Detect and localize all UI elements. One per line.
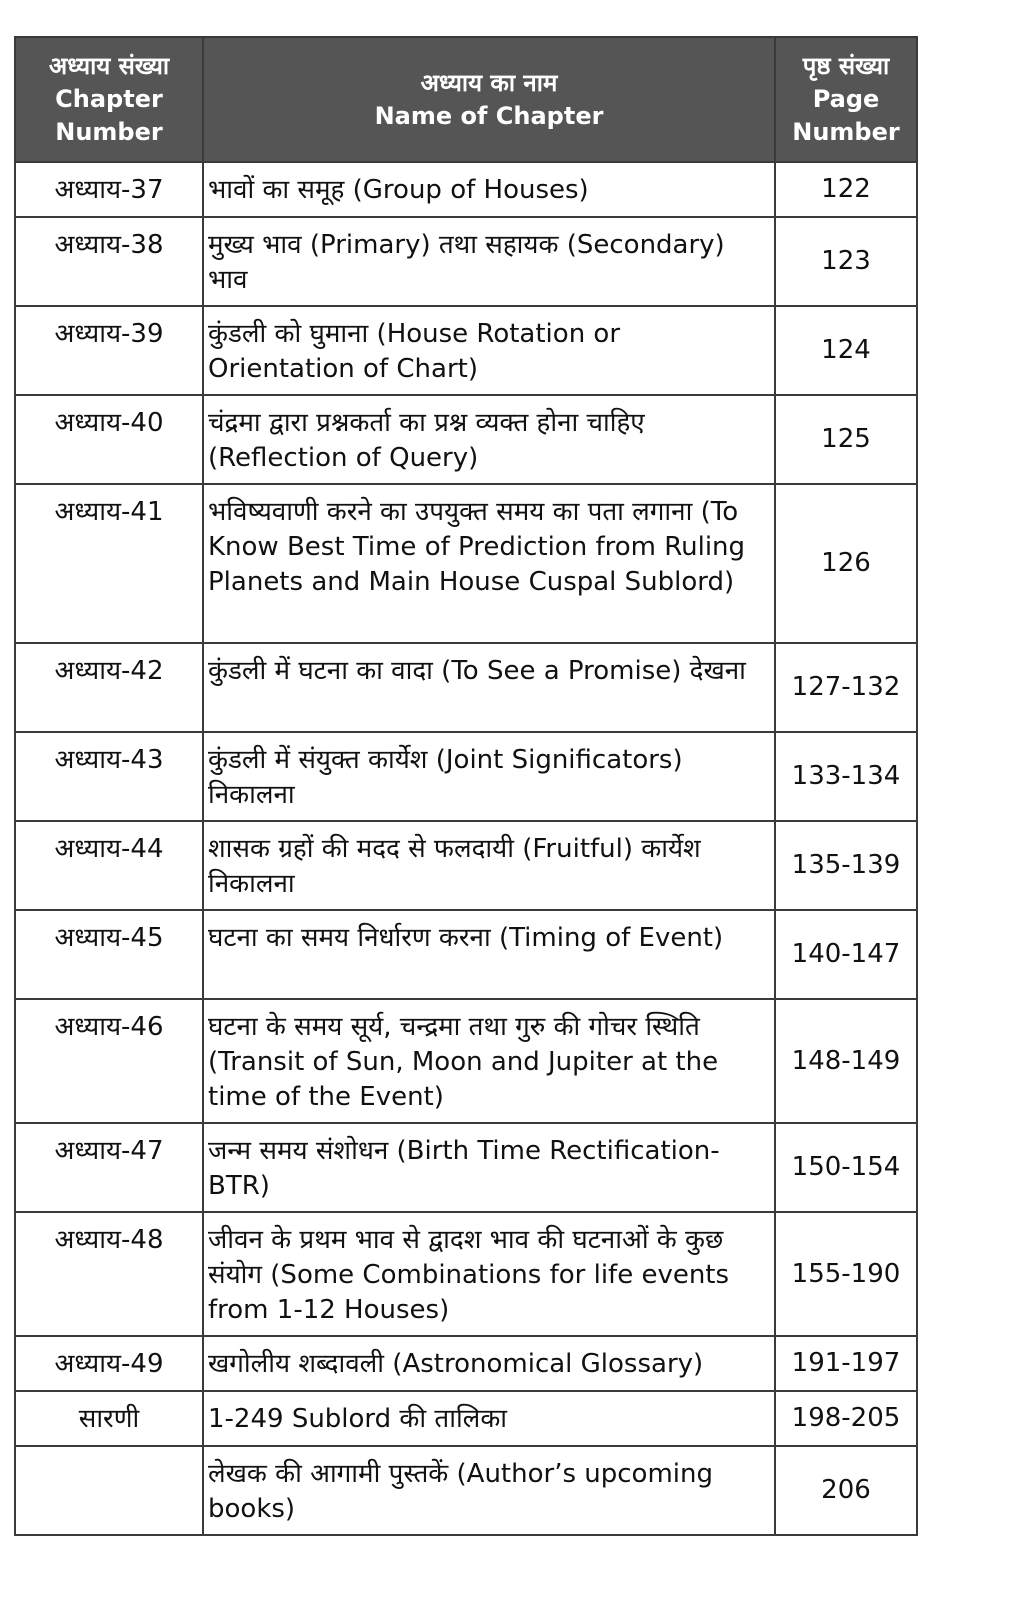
chapter-name-cell: घटना का समय निर्धारण करना (Timing of Event) [203,910,775,999]
chapter-number-cell: अध्याय-41 [15,484,203,643]
table-row [15,910,917,999]
chapter-name-cell: मुख्य भाव (Primary) तथा सहायक (Secondary) भाव [203,217,775,306]
page-number-cell: 148-149 [775,999,917,1123]
table-row [15,217,917,306]
chapter-name-header-english: Name of Chapter [374,101,604,130]
table-row [15,643,917,732]
chapter-number-cell: अध्याय-49 [15,1336,203,1391]
chapter-number-cell: अध्याय-45 [15,910,203,999]
chapter-name-cell: कुंडली को घुमाना (House Rotation or Orientation of Chart) [203,306,775,395]
page-number-header-english-1: Page [812,85,880,113]
chapter-name-cell: कुंडली में संयुक्त कार्येश (Joint Significators) निकालना [203,732,775,821]
table-row [15,162,917,217]
page-number-header-english-2: Number [792,118,900,146]
chapter-number-cell: सारणी [15,1391,203,1446]
table-row [15,1391,917,1446]
chapter-number-cell: अध्याय-48 [15,1212,203,1336]
chapter-number-cell: अध्याय-39 [15,306,203,395]
page-number-cell: 126 [775,484,917,643]
page-number-cell: 155-190 [775,1212,917,1336]
page-number-cell: 140-147 [775,910,917,999]
chapter-number-cell: अध्याय-46 [15,999,203,1123]
chapter-name-cell: जन्म समय संशोधन (Birth Time Rectification-BTR) [203,1123,775,1212]
table-row [15,1446,917,1535]
chapter-number-cell: अध्याय-44 [15,821,203,910]
page-number-cell: 125 [775,395,917,484]
page-number-header-hindi: पृष्ठ संख्या [802,52,890,80]
header-row [15,37,917,162]
chapter-name-cell: घटना के समय सूर्य, चन्द्रमा तथा गुरु की गोचर स्थिति (Transit of Sun, Moon and Jupiter at the time of the Event) [203,999,775,1123]
table-row [15,395,917,484]
chapter-number-cell [15,1446,203,1535]
chapter-name-cell: शासक ग्रहों की मदद से फलदायी (Fruitful) कार्येश निकालना [203,821,775,910]
page-number-cell: 122 [775,162,917,217]
page-number-cell: 135-139 [775,821,917,910]
chapter-name-cell: लेखक की आगामी पुस्तकें (Author’s upcoming books) [203,1446,775,1535]
chapter-name-cell: चंद्रमा द्वारा प्रश्नकर्ता का प्रश्न व्यक्त होना चाहिए (Reflection of Query) [203,395,775,484]
chapter-number-cell: अध्याय-47 [15,1123,203,1212]
page-number-cell: 198-205 [775,1391,917,1446]
page-number-cell: 127-132 [775,643,917,732]
chapter-number-cell: अध्याय-43 [15,732,203,821]
page-number-header [775,37,917,162]
page-number-cell: 150-154 [775,1123,917,1212]
table-row [15,484,917,643]
chapter-number-header-english-1: Chapter [55,85,163,113]
page-number-cell: 191-197 [775,1336,917,1391]
table-row [15,1123,917,1212]
chapter-name-cell: जीवन के प्रथम भाव से द्वादश भाव की घटनाओं के कुछ संयोग (Some Combinations for life events from 1-12 Houses) [203,1212,775,1336]
chapter-number-cell: अध्याय-40 [15,395,203,484]
page-number-cell: 206 [775,1446,917,1535]
table-row [15,821,917,910]
table-row [15,732,917,821]
page-number-cell: 124 [775,306,917,395]
chapter-name-cell: कुंडली में घटना का वादा (To See a Promise) देखना [203,643,775,732]
table-row [15,1212,917,1336]
table-row [15,999,917,1123]
chapter-name-cell: 1-249 Sublord की तालिका [203,1391,775,1446]
chapter-name-header [203,37,775,162]
chapter-name-cell: खगोलीय शब्दावली (Astronomical Glossary) [203,1336,775,1391]
table-of-contents [14,36,918,1536]
table-row [15,1336,917,1391]
chapter-number-cell: अध्याय-42 [15,643,203,732]
chapter-number-cell: अध्याय-38 [15,217,203,306]
chapter-number-header [15,37,203,162]
page-number-cell: 133-134 [775,732,917,821]
table-row [15,306,917,395]
chapter-name-cell: भावों का समूह (Group of Houses) [203,162,775,217]
chapter-name-cell: भविष्यवाणी करने का उपयुक्त समय का पता लगाना (To Know Best Time of Prediction from Ruling Planets and Main House Cuspal Sublord) [203,484,775,643]
page-number-cell: 123 [775,217,917,306]
chapter-number-header-english-2: Number [55,118,163,146]
chapter-number-header-hindi: अध्याय संख्या [48,52,170,80]
chapter-number-cell: अध्याय-37 [15,162,203,217]
chapter-name-header-hindi: अध्याय का नाम [420,68,558,97]
